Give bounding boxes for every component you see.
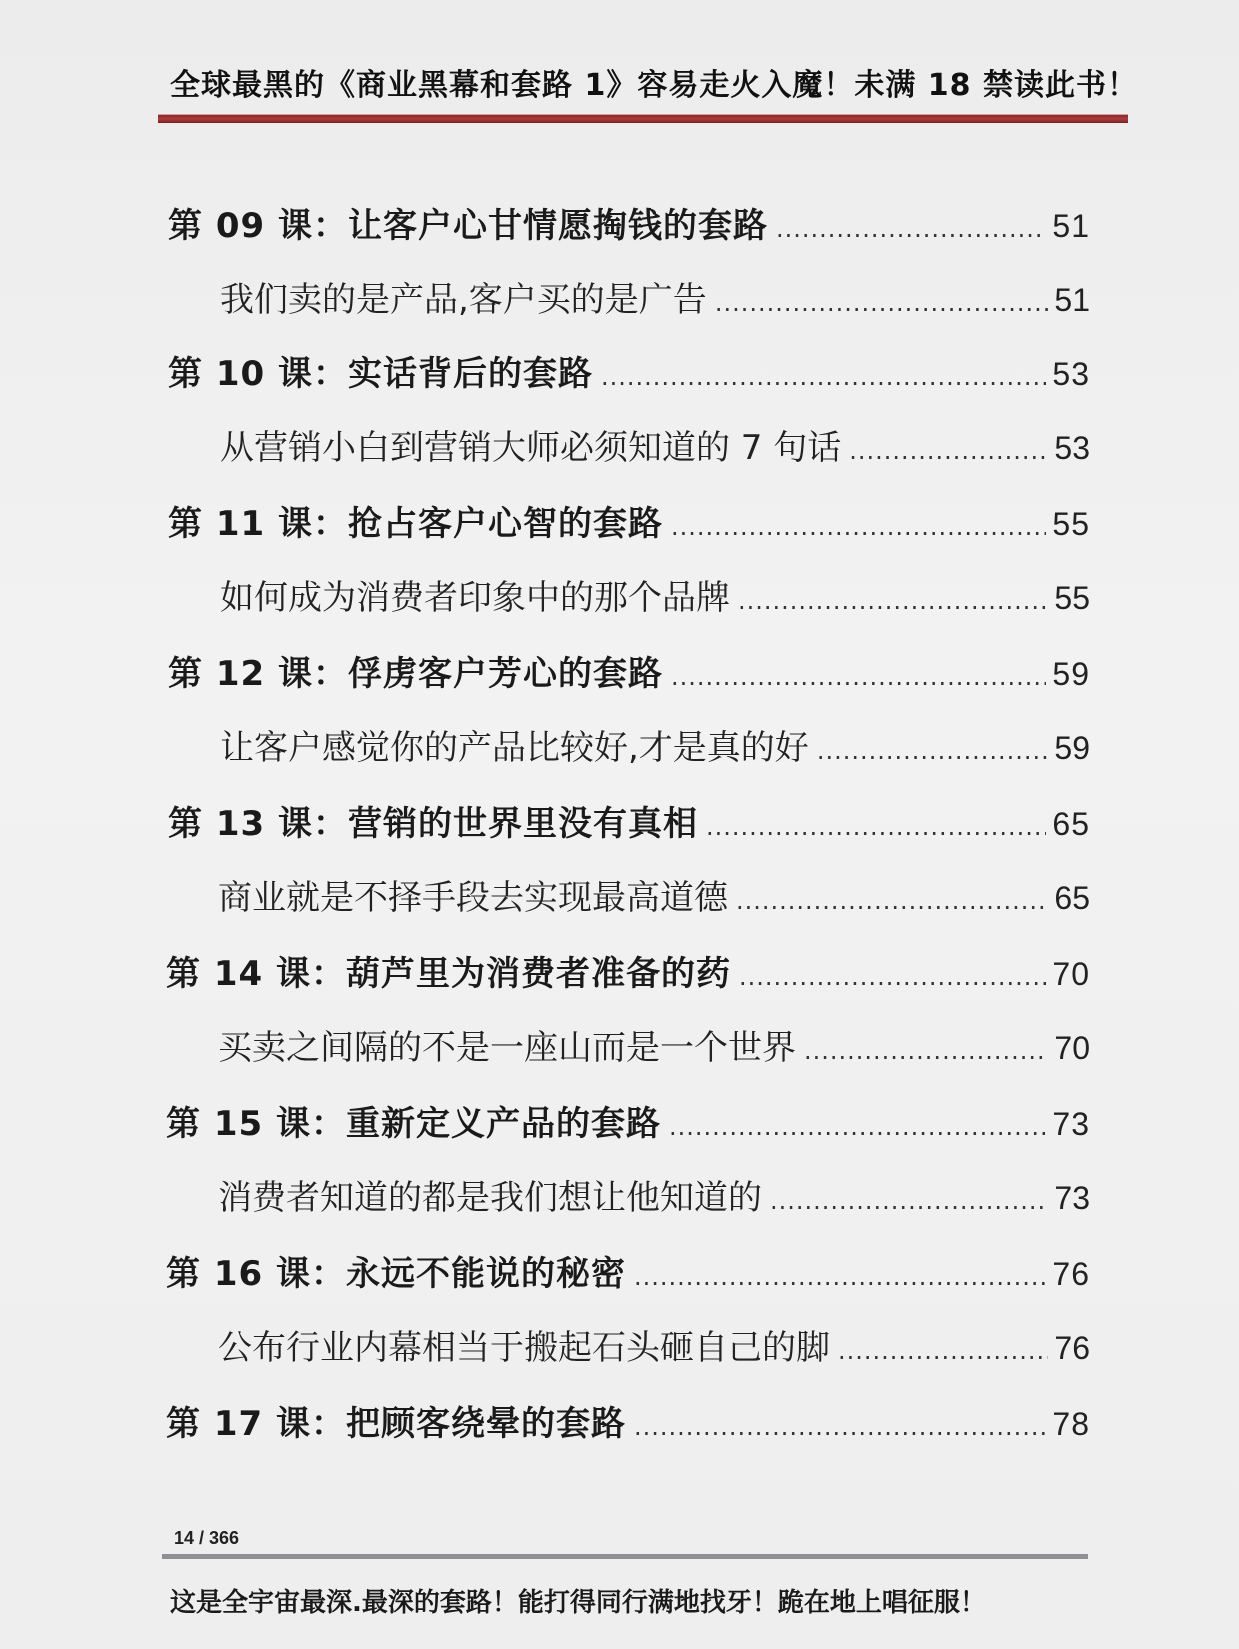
toc-dot-leader [770,1187,1048,1215]
toc-entry-section[interactable] [218,1020,1090,1069]
toc-entry-title: 第 13 课：营销的世界里没有真相 [168,804,698,844]
toc-entry-section[interactable] [220,720,1090,769]
toc-entry-chapter[interactable] [166,946,1090,995]
toc-dot-leader [838,1337,1048,1365]
toc-dot-leader [738,587,1048,615]
toc-entry-page: 53 [1054,430,1090,466]
toc-dot-leader [849,437,1048,465]
footer-divider [162,1554,1088,1559]
toc-entry-title: 公布行业内幕相当于搬起石头砸自己的脚 [218,1328,830,1368]
toc-entry-title: 第 11 课：抢占客户心智的套路 [168,504,663,544]
toc-entry-title: 第 10 课：实话背后的套路 [168,354,593,394]
toc-entry-chapter[interactable] [168,346,1090,395]
toc-dot-leader [739,963,1046,991]
toc-entry-title: 消费者知道的都是我们想让他知道的 [218,1178,762,1218]
toc-dot-leader [706,813,1046,841]
toc-entry-section[interactable] [220,272,1090,321]
toc-entry-chapter[interactable] [168,496,1090,545]
toc-entry-chapter[interactable] [166,1246,1090,1295]
toc-entry-page: 55 [1052,506,1090,542]
toc-dot-leader [817,737,1049,765]
toc-dot-leader [671,663,1046,691]
toc-entry-page: 51 [1054,282,1090,318]
toc-entry-section[interactable] [218,870,1090,919]
toc-entry-page: 65 [1052,806,1090,842]
toc-entry-section[interactable] [218,1320,1090,1369]
toc-entry-page: 73 [1052,1106,1090,1142]
toc-dot-leader [776,215,1046,243]
page-indicator: 14 / 366 [174,1528,240,1548]
toc-entry-chapter[interactable] [166,1096,1090,1145]
toc-entry-title: 让客户感觉你的产品比较好,才是真的好 [220,728,809,768]
toc-entry-title: 第 09 课：让客户心甘情愿掏钱的套路 [168,206,768,246]
toc-dot-leader [634,1263,1046,1291]
toc-entry-page: 76 [1052,1256,1090,1292]
toc-dot-leader [736,887,1048,915]
toc-entry-title: 从营销小白到营销大师必须知道的 7 句话 [220,428,842,468]
toc-entry-chapter[interactable] [168,796,1090,845]
toc-entry-chapter[interactable] [166,1396,1090,1445]
toc-entry-title: 第 14 课：葫芦里为消费者准备的药 [166,954,731,994]
toc-entry-title: 我们卖的是产品,客户买的是广告 [220,280,707,320]
toc-entry-chapter[interactable] [168,646,1090,695]
toc-entry-page: 51 [1052,208,1090,244]
toc-dot-leader [804,1037,1048,1065]
toc-entry-title: 第 17 课：把顾客绕晕的套路 [166,1404,626,1444]
toc-entry-section[interactable] [220,570,1090,619]
toc-dot-leader [715,289,1049,317]
page-header-title: 全球最黑的《商业黑幕和套路 1》容易走火入魔！未满 18 禁读此书！ [170,68,1138,103]
toc-entry-chapter[interactable] [168,198,1090,247]
toc-entry-page: 59 [1054,730,1090,766]
toc-dot-leader [671,513,1046,541]
toc-entry-page: 59 [1052,656,1090,692]
toc-entry-page: 73 [1054,1180,1090,1216]
toc-entry-page: 55 [1054,580,1090,616]
toc-entry-section[interactable] [218,1170,1090,1219]
toc-entry-page: 70 [1054,1030,1090,1066]
toc-entry-title: 第 12 课：俘虏客户芳心的套路 [168,654,663,694]
toc-dot-leader [634,1413,1046,1441]
toc-entry-title: 如何成为消费者印象中的那个品牌 [220,578,730,618]
header-divider [158,114,1128,123]
toc-entry-section[interactable] [220,420,1090,469]
toc-entry-page: 65 [1054,880,1090,916]
toc-entry-title: 商业就是不择手段去实现最高道德 [218,878,728,918]
toc-dot-leader [601,363,1046,391]
toc-entry-title: 买卖之间隔的不是一座山而是一个世界 [218,1028,796,1068]
toc-dot-leader [669,1113,1046,1141]
toc-entry-page: 78 [1052,1406,1090,1442]
toc-entry-title: 第 16 课：永远不能说的秘密 [166,1254,626,1294]
toc-entry-page: 70 [1052,956,1090,992]
footer-slogan: 这是全宇宙最深.最深的套路！能打得同行满地找牙！跪在地上唱征服！ [170,1588,986,1618]
toc-entry-page: 53 [1052,356,1090,392]
toc-entry-page: 76 [1054,1330,1090,1366]
toc-entry-title: 第 15 课：重新定义产品的套路 [166,1104,661,1144]
